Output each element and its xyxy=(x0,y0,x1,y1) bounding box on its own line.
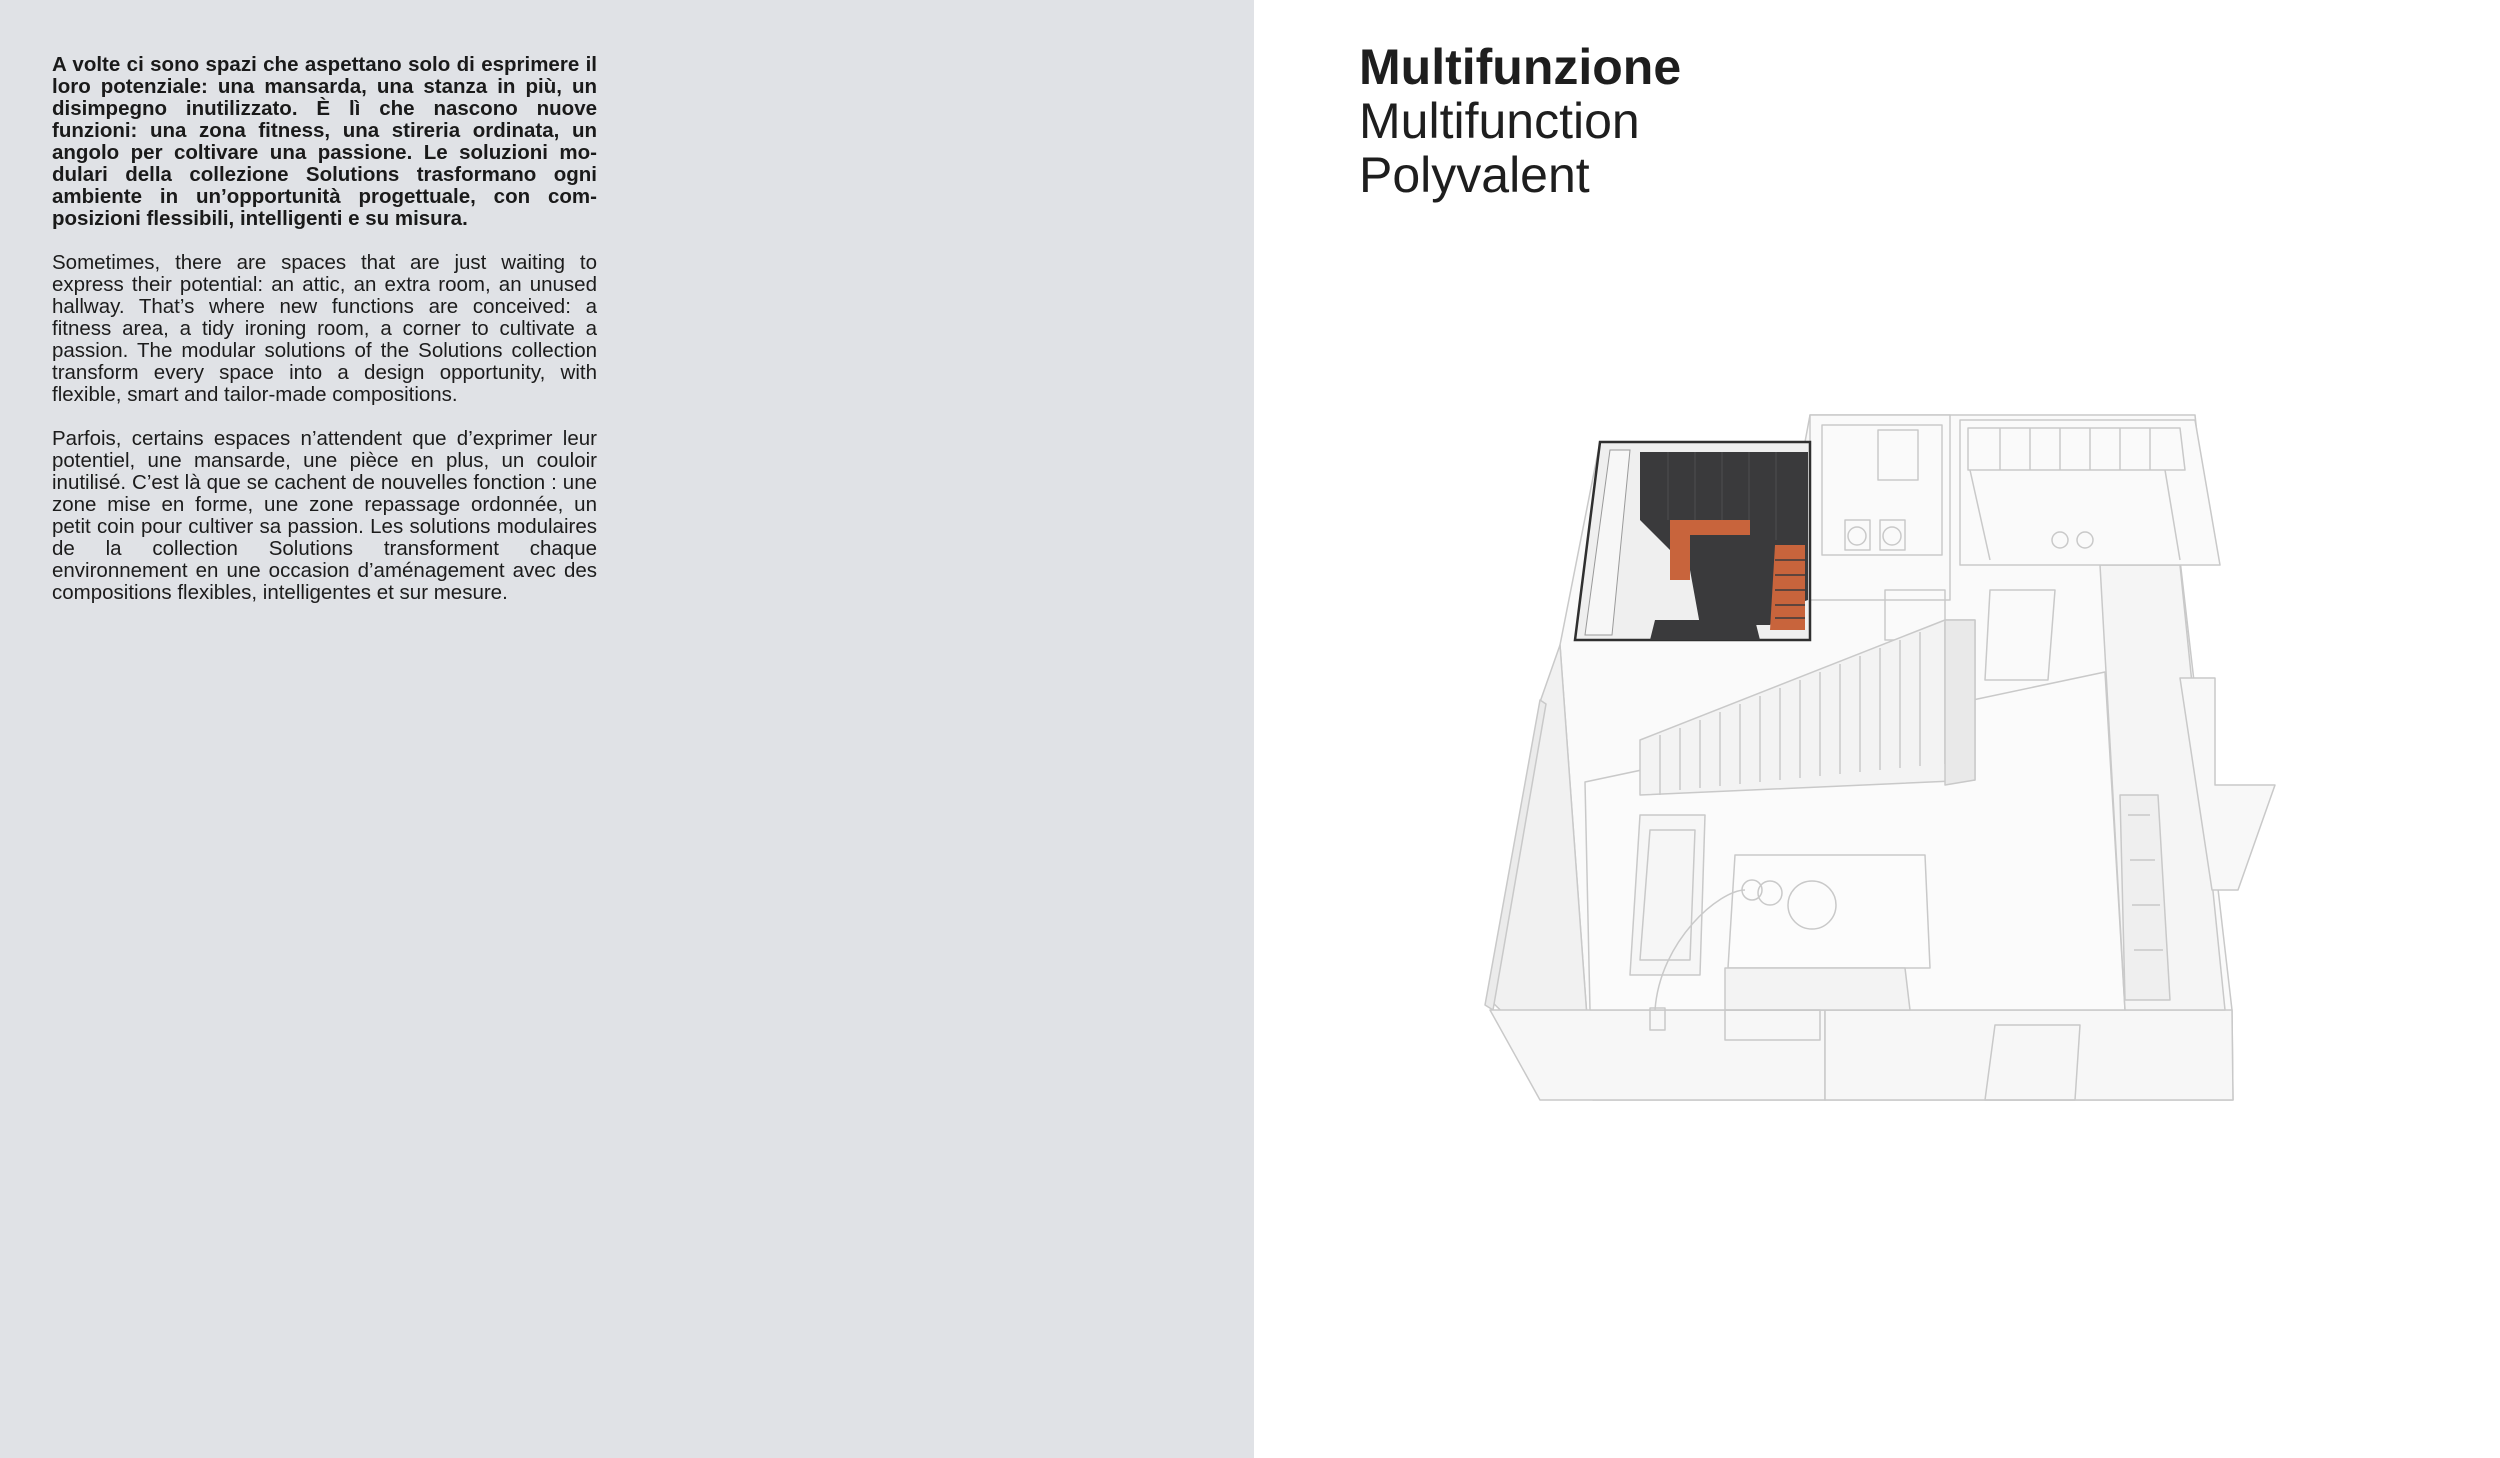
dark-cabinet-room xyxy=(1575,442,1810,640)
title-english: Multifunction xyxy=(1359,93,1640,149)
title-italian: Multifunzione xyxy=(1359,39,1682,95)
isometric-floorplan-illustration xyxy=(1470,400,2290,1120)
title-block xyxy=(1359,40,1681,202)
paragraph-italian: A volte ci sono spazi che aspettano solo di esprimere il loro potenziale: una mansarda, una stanza in più, un disimpegno inutilizzato. È lì che nascono nuove funzioni: una zona fitness, una stireria ordinata, un angolo per coltivare una passione. Le soluzioni modulari della collezione Solutions trasformano ogni ambiente in un’opportunità progettuale, con composizioni flessibili, intelligenti e su misura. xyxy=(52,53,597,230)
text-column xyxy=(52,54,597,626)
title-french: Polyvalent xyxy=(1359,147,1590,203)
paragraph-french: Parfois, certains espaces n’attendent que d’exprimer leur potentiel, une mansarde, une pièce en plus, un couloir inutilisé. C’est là que se cachent de nouvelles fonction : une zone mise en forme, une zone repassage ordonnée, un petit coin pour cultiver sa passion. Les solutions modulaires de la collection Solutions transforment chaque environnement en une occasion d’aménagement avec des compositions flexibles, intelligentes et sur mesure. xyxy=(52,427,597,604)
paragraph-english: Sometimes, there are spaces that are just waiting to express their potential: an attic, an extra room, an unused hallway. That’s where new functions are conceived: a fitness area, a tidy ironing room, a corner to cultivate a passion. The modular solutions of the Solutions collection transform every space into a design opportunity, with flexible, smart and tailor-made compositions. xyxy=(52,251,597,406)
